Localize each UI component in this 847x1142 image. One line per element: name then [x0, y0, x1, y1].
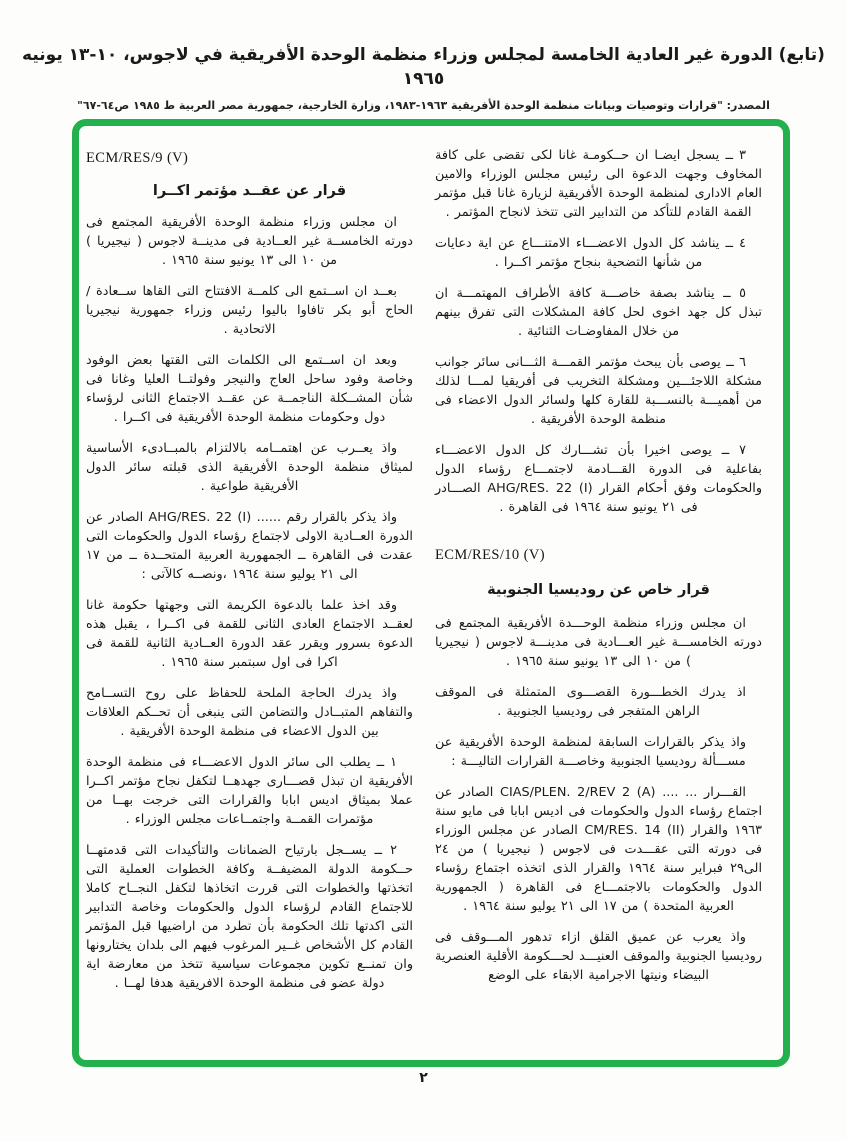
resolution-title-southern-rhodesia: قرار خاص عن روديسيا الجنوبية [487, 582, 710, 598]
paragraph-item-5: ٥ ــ يناشد بصفة خاصـــة كافة الأطراف المهتمـــة ان تبذل كل جهد اخوى لحل كافة المشكلات التى تفرق بينهم من خلال المفاوضـات الثنائية . [435, 286, 762, 339]
paragraph: القـــرار ... .... CIAS/PLEN. 2/REV 2 (A) الصادر عن اجتماع رؤساء الدول والحكومات فى اديس ابابا فى مايو سنة ١٩٦٣ والقرار CM/RES. 14 (II) الصادر عن مجلس الوزراء فى دورته التى عقـــدت فى لاجوس ( نيجيريا ) من ٢٤ الى٢٩ فبراير سنة ١٩٦٤ والقرار الذى اتخذه اجتماع رؤساء الدول والحكومات بالاجتمـــاع فى القاهرة ( الجمهورية العربية المتحدة ) من ١٧ الى ٢١ يوليو سنة ١٩٦٤ . [435, 785, 762, 914]
paragraph-item-7: ٧ ــ يوصى اخيرا بأن تشـــارك كل الدول الاعضـــاء بفاعلية فى الدورة القـــادمة لاجتمـــاع رؤساء الدول والحكومات وفق أحكام القرار AHG/RES. 22 (I) الصـــادر فى ٢١ يونيو سنة ١٩٦٤ فى القاهرة . [435, 443, 762, 515]
paragraph-item-1: ١ ــ يطلب الى سائر الدول الاعضـــاء فى منظمة الوحدة الأفريقية ان تبذل قصـــارى جهدهــا لتكفل نجاح مؤتمر اكــرا عملا بميثاق اديس ابابا والقرارات التى خرجت بهــا من مؤتمرات القمــة واجتمــاعات مجلس الوزراء . [86, 755, 413, 827]
two-column-body [86, 142, 762, 1042]
paragraph-item-6: ٦ ــ يوصى بأن يبحث مؤتمر القمـــة الثـــانى سائر جوانب مشكلة اللاجئـــين ومشكلة التخريب فى أفريقيا لمـــا لذلك من أهميـــة بالنســـبة للقارة كلها ولسائر الدول الاعضاء فى منظمة الوحدة الأفريقية . [435, 355, 762, 427]
paragraph: واذ يدرك الحاجة الملحة للحفاظ على روح التســامح والتفاهم المتبــادل والتضامن التى ينبغى أن تحــكم العلاقات بين الدول الاعضاء فى منظمة الوحدة الأفريقية . [86, 686, 413, 739]
paragraph-item-4: ٤ ــ يناشد كل الدول الاعضـــاء الامتنـــاع عن اية دعايات من شأنها التضحية بنجاح مؤتمر اكــرا . [435, 236, 746, 270]
left-column [435, 142, 762, 1042]
paragraph: بعــد ان اســتمع الى كلمــة الافتتاح التى القاها ســعادة / الحاج أبو بكر تافاوا باليوا رئيس وزراء جمهورية نيجيريا الاتحادية . [86, 284, 413, 337]
paragraph: واذ يعرب عن عميق القلق ازاء تدهور المـــوقف فى روديسيا الجنوبية والموقف العنيـــد لحـــكومة الأقلية العنصرية البيضاء ونيتها الاجرامية الابقاء على الوضع [435, 930, 762, 983]
paragraph: وقد اخذ علما بالدعوة الكريمة التى وجهتها حكومة غانا لعقــد الاجتماع العادى الثانى للقمة فى اكــرا ، يقبل هذه الدعوة بسرور ويقرر عقد الدورة العــادية الثانية للقمة فى اكرا فى اول سبتمبر سنة ١٩٦٥ . [86, 598, 413, 670]
paragraph: وبعد ان اســتمع الى الكلمات التى القتها بعض الوفود وخاصة وفود ساحل العاج والنيجر وفولتــا العليا وغانا فى شأن المشــكلة الناجمــة عن عقــد الاجتماع الثانى لرؤساء دول وحكومات منظمة الوحدة الأفريقية فى اكــرا . [86, 353, 413, 425]
paragraph-item-2: ٢ ــ يســجل بارتياح الضمانات والتأكيدات التى قدمتهــا حــكومة الدولة المضيفــة وكافة الخطوات العملية التى اتخذتها والخطوات التى قررت اتخاذها لتكفل النجــاح كاملا للاجتماع القادم لرؤساء الدول والحكومات وخاصة التدابير التى اكدتها تلك الحكومة بأن تطرد من اراضيها قبل المؤتمر القادم كل الأشخاص غــير المرغوب فيهم الى بلدان يختارونها وان تمنــع تكوين مجموعات سياسية تتخذ من معارضة اية دولة عضو فى منظمة الوحدة الافريقية هدفا لهــا . [86, 843, 413, 991]
right-column [86, 142, 413, 1042]
page-number: ٢ [419, 1070, 428, 1086]
resolution-code-ecm-res-9: ECM/RES/9 (V) [86, 150, 189, 166]
resolution-code-ecm-res-10: ECM/RES/10 (V) [435, 547, 545, 563]
document-header [0, 44, 847, 112]
paragraph: ان مجلس وزراء منظمة الوحدة الأفريقية المجتمع فى دورته الخامســة غير العــادية فى مدينــة لاجوس ( نيجيريا ) من ١٠ الى ١٣ يونيو سنة ١٩٦٥ . [86, 215, 413, 268]
paragraph: واذ يعــرب عن اهتمــامه بالالتزام بالمبــادىء الأساسية لميثاق منظمة الوحدة الأفريقية الذى قبلته سائر الدول الأفريقية طواعية . [86, 441, 413, 494]
paragraph: واذ يذكر بالقرارات السابقة لمنظمة الوحدة الأفريقية عن مســـألة روديسيا الجنوبية وخاصـــة القرارات التاليـــة : [435, 735, 746, 769]
paragraph-item-3: ٣ ــ يسجل ايضـا ان حــكومـة غانا لكى تقضى على كافة المخاوف وجهت الدعوة الى رئيس مجلس الوزراء والامين العام الادارى لمنظمة الوحدة الأفريقية لزيارة غانا قبل مؤتمر القمة القادم للتأكد من التدابير التى تتخذ لانجاح المؤتمر . [435, 148, 762, 220]
paragraph: ان مجلس وزراء منظمة الوحـــدة الأفريقية المجتمع فى دورته الخامســـة غير العـــادية فى مدينـــة لاجوس ( نيجيريا ) من ١٠ الى ١٣ يونيو سنة ١٩٦٥ . [435, 616, 762, 669]
header-source-line: المصدر: "قرارات وتوصيات وبيانات منظمة الوحدة الأفريقية ١٩٦٣-١٩٨٣، وزارة الخارجية، جمهورية مصر العربية ط ١٩٨٥ ص٦٤-٦٧" [77, 98, 770, 112]
paragraph: اذ يدرك الخطـــورة القصـــوى المتمثلة فى الموقف الراهن المتفجر فى روديسيا الجنوبية . [435, 685, 746, 719]
header-title: (تابع) الدورة غير العادية الخامسة لمجلس وزراء منظمة الوحدة الأفريقية في لاجوس، ١٠-١٣ يونيه ١٩٦٥ [22, 45, 825, 89]
resolution-title-accra-conference: قرار عن عقــد مؤتمر اكــرا [152, 183, 347, 199]
paragraph: واذ يذكر بالقرار رقم ...... AHG/RES. 22 (I) الصادر عن الدورة العــادية الاولى لاجتماع رؤساء الدول والحكومات التى عقدت فى القاهرة ــ الجمهورية العربية المتحــدة ــ من ١٧ الى ٢١ يوليو سنة ١٩٦٤ ،ونصــه كالآتى : [86, 510, 413, 582]
